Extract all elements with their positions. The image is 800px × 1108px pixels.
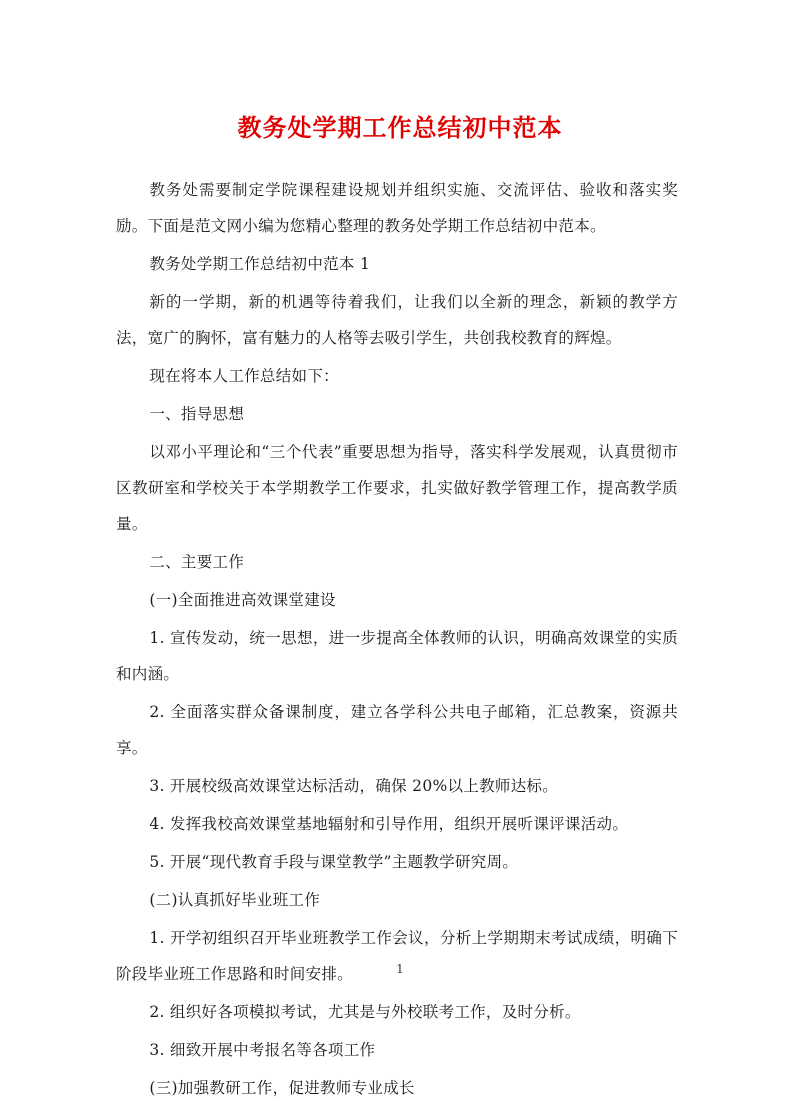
list-item: 1. 宣传发动，统一思想，进一步提高全体教师的认识，明确高效课堂的实质和内涵。 — [116, 629, 678, 683]
paragraph-opening: 新的一学期，新的机遇等待着我们，让我们以全新的理念，新颖的教学方法，宽广的胸怀，富有魅力的人格等去吸引学生，共创我校教育的辉煌。 — [116, 293, 678, 347]
subsection-heading-efficient-classroom: (一)全面推进高效课堂建设 — [149, 591, 336, 609]
paragraph-summary-lead: 现在将本人工作总结如下： — [149, 367, 339, 385]
list-item: 1. 开学初组织召开毕业班教学工作会议，分析上学期期末考试成绩，明确下阶段毕业班工作思路和时间安排。 — [116, 929, 678, 983]
section-heading-guiding-ideology: 一、指导思想 — [149, 405, 245, 423]
paragraph-sample-heading: 教务处学期工作总结初中范本 1 — [149, 255, 371, 273]
paragraph-intro: 教务处需要制定学院课程建设规划并组织实施、交流评估、验收和落实奖励。下面是范文网小编为您精心整理的教务处学期工作总结初中范本。 — [116, 181, 678, 235]
paragraph-guiding-ideology: 以邓小平理论和“三个代表”重要思想为指导，落实科学发展观，认真贯彻市区教研室和学校关于本学期教学工作要求，扎实做好教学管理工作，提高教学质量。 — [116, 443, 678, 533]
list-item: 2. 组织好各项模拟考试，尤其是与外校联考工作，及时分析。 — [149, 1003, 581, 1021]
subsection-heading-teaching-research: (三)加强教研工作，促进教师专业成长 — [149, 1079, 415, 1097]
page-number: 1 — [396, 962, 404, 976]
section-heading-main-work: 二、主要工作 — [149, 553, 245, 571]
list-item: 2. 全面落实群众备课制度，建立各学科公共电子邮箱，汇总教案，资源共享。 — [116, 703, 678, 757]
subsection-heading-graduating-class: (二)认真抓好毕业班工作 — [149, 891, 321, 909]
document-title: 教务处学期工作总结初中范本 — [237, 113, 563, 142]
list-item: 5. 开展“现代教育手段与课堂教学”主题教学研究周。 — [149, 853, 519, 871]
list-item: 4. 发挥我校高效课堂基地辐射和引导作用，组织开展听课评课活动。 — [149, 815, 629, 833]
list-item: 3. 开展校级高效课堂达标活动，确保 20%以上教师达标。 — [149, 777, 559, 795]
list-item: 3. 细致开展中考报名等各项工作 — [149, 1041, 376, 1059]
